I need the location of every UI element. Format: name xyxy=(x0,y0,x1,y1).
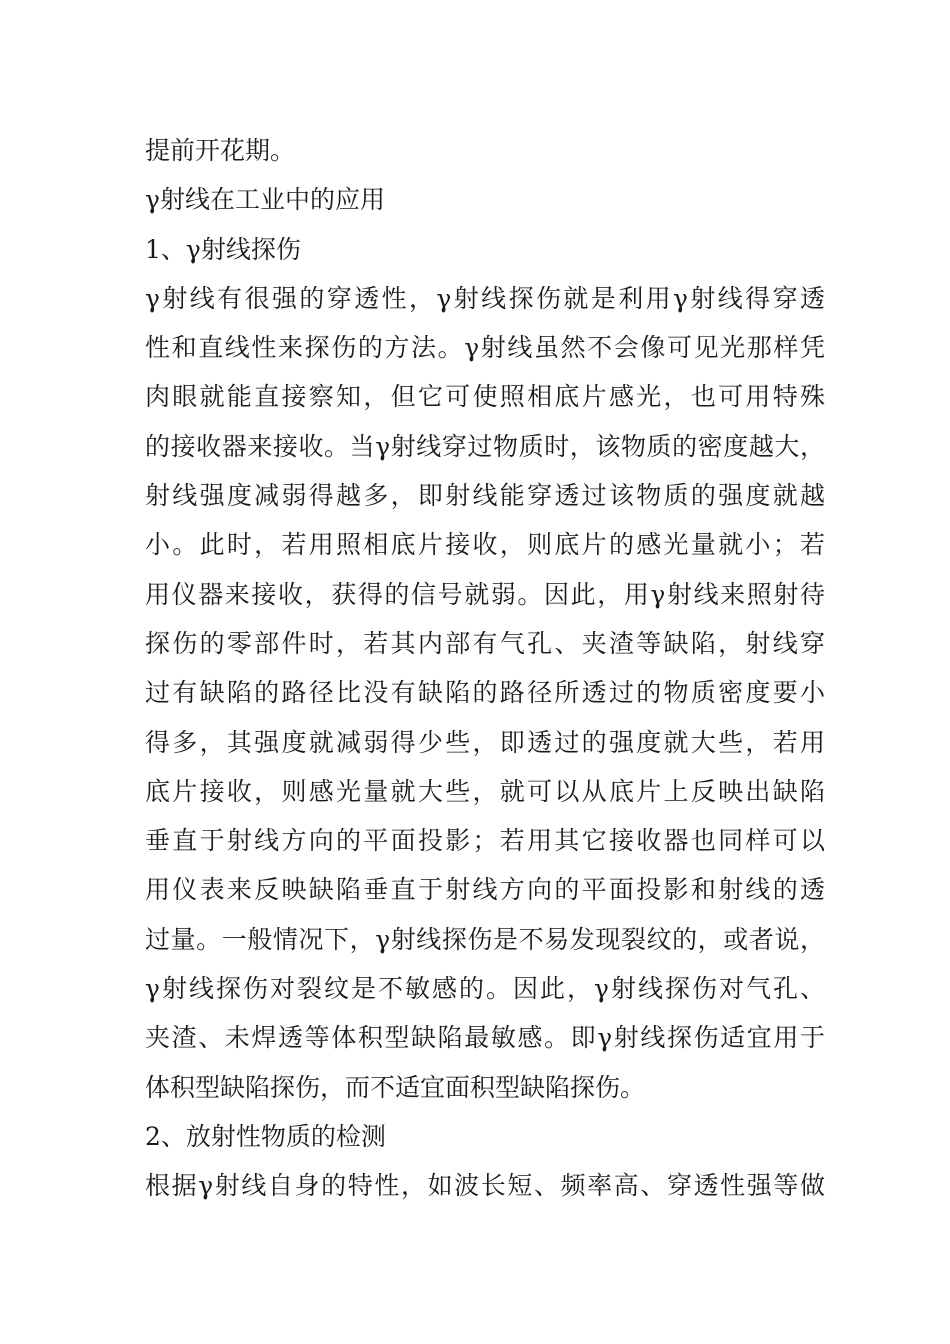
text-line: 过量。一般情况下，γ射线探伤是不易发现裂纹的，或者说， xyxy=(145,924,825,954)
text-line: 过有缺陷的路径比没有缺陷的路径所透过的物质密度要小 xyxy=(145,678,825,708)
text-line: 射线强度减弱得越多，即射线能穿透过该物质的强度就越 xyxy=(145,481,825,511)
text-line: 体积型缺陷探伤，而不适宜面积型缺陷探伤。 xyxy=(145,1072,646,1102)
text-line: 垂直于射线方向的平面投影；若用其它接收器也同样可以 xyxy=(145,826,825,856)
text-line: γ射线有很强的穿透性，γ射线探伤就是利用γ射线得穿透 xyxy=(145,283,825,313)
text-line: 的接收器来接收。当γ射线穿过物质时，该物质的密度越大， xyxy=(145,431,825,461)
subsection-heading: 1、γ射线探伤 xyxy=(145,234,301,264)
text-line: 肉眼就能直接察知，但它可使照相底片感光，也可用特殊 xyxy=(145,382,825,412)
text-line: 根据γ射线自身的特性，如波长短、频率高、穿透性强等做 xyxy=(145,1171,825,1201)
text-line: 探伤的零部件时，若其内部有气孔、夹渣等缺陷，射线穿 xyxy=(145,628,825,658)
text-line: 小。此时，若用照相底片接收，则底片的感光量就小；若 xyxy=(145,530,825,560)
text-line: 用仪表来反映缺陷垂直于射线方向的平面投影和射线的透 xyxy=(145,875,825,905)
text-line: 夹渣、未焊透等体积型缺陷最敏感。即γ射线探伤适宜用于 xyxy=(145,1023,825,1053)
section-heading: γ射线在工业中的应用 xyxy=(145,185,385,215)
text-line: 用仪器来接收，获得的信号就弱。因此，用γ射线来照射待 xyxy=(145,579,825,609)
document-body xyxy=(145,126,825,1211)
subsection-heading: 2、放射性物质的检测 xyxy=(145,1121,386,1151)
text-line: 得多，其强度就减弱得少些，即透过的强度就大些，若用 xyxy=(145,727,825,757)
text-line: 性和直线性来探伤的方法。γ射线虽然不会像可见光那样凭 xyxy=(145,333,825,363)
text-line: γ射线探伤对裂纹是不敏感的。因此，γ射线探伤对气孔、 xyxy=(145,974,825,1004)
text-line: 底片接收，则感光量就大些，就可以从底片上反映出缺陷 xyxy=(145,776,825,806)
text-line: 提前开花期。 xyxy=(145,136,296,165)
